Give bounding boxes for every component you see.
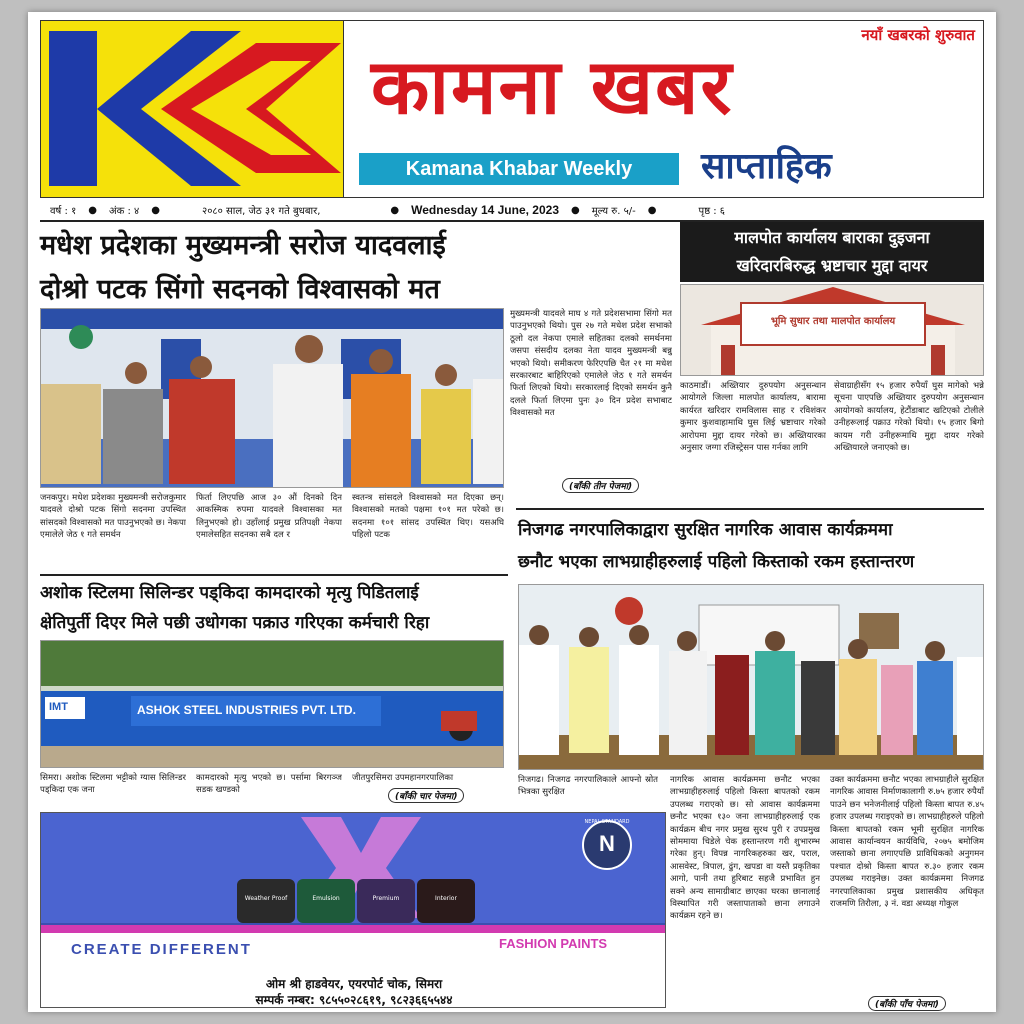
steel-sign-small: IMT [49,701,68,713]
story1-col2: फिर्ता लिएपछि आज ३० औं दिनको दिन आकस्मिक रुपमा यादवले विश्वासका मत लिनुभएको हो। उहाँलाई प्रमुख प्रतिपक्षी नेकपा एमालेसहित सदनका सबै दल र [196,493,342,541]
divider [516,508,984,510]
story1-headline-line1: मधेश प्रदेशका मुख्यमन्त्री सरोज यादवलाई [40,230,446,261]
newspaper-title: कामना खबर [371,42,734,131]
story2-col2: सेवाग्राहीसँग १५ हजार रुपैयाँ घुस मागेको भन्ने सूचना पाएपछि अख्तियार दुरुपयोग अनुसन्धान आयोगको कार्यालय, हेटौंडाबाट खटिएको टोलीले उनीहरूलाई पक्राउ गरेको थियो। १५ हजार बिगो कायम गरी उनीहरूमाथि मुद्दा दायर गरेको अख्तियारले जनाएको छ। [834,381,984,454]
date-english: Wednesday 14 June, 2023 [411,203,559,217]
story4-col1: निजगढ। निजगढ नगरपालिकाले आफ्नो स्रोत भित्रका सुरक्षित [518,775,658,798]
paint-advertisement[interactable] [40,812,666,1008]
date-nepali: २०८० साल, जेठ ३१ गते बुधबार, [202,206,321,217]
story1-col1: जनकपुर। मधेश प्रदेशका मुख्यमन्त्री सरोजकुमार यादवले दोश्रो पटक सिंगो सदनमा उपस्थित सांसदको विश्वासको मत पाउनुभएको छ। नेकपा एमालेले जेठ १ गते समर्थन [40,493,186,541]
newspaper-title-english: Kamana Khabar Weekly [359,153,679,185]
story1-headline-line2: दोश्रो पटक सिंगो सदनको विश्वासको मत [40,274,440,305]
story4-col3: उक्त कार्यक्रममा छनौट भएका लाभग्राहीले सुरक्षित नागरिक आवास निर्माणकालागी रु.७५ हजार रुपैयाँ पाउने छन भनेजनीलाई पहिलो किस्ता बापत रु.४५ हजार उपलब्ध गराइएको छ। लाभग्राहीहरुले पहिलो किस्ता बापतको रकम भूमी सुरक्षित नागरिक आवास कार्यान्वयन कार्यविधि, २०७५ बमोजिम जस्ताको छाना लगाएपछि प्राविधिकको अनुगमन पश्चात दोश्रो किस्ता बापत रु.३० हजार रकम उपलब्ध गराइनेछ। उक्त कार्यक्रममा निजगढ नगरपालिकाका प्रमुख प्रशासकीय अधिकृत राजमणि तिरौला, ३ नं. वडा अध्यक्ष गोकुल [830,775,984,910]
story3-col3: जीतपुरसिमरा उपमहानगरपालिका [352,773,454,783]
story4-headline-line2: छनौट भएका लाभग्राहीहरुलाई पहिलो किस्ताको रकम हस्तान्तरण [518,552,915,572]
tagline: नयाँ खबरको शुरुवात [861,26,975,44]
story4-headline[interactable] [518,514,984,578]
story1-col4: मुख्यमन्त्री यादवले माघ ४ गते प्रदेशसभामा सिंगो मत पाउनुभएको थियो। पुस २७ गते मधेश प्रदेश सभाको ठूलो दल नेकपा एमाले सहितका दलको समर्थनमा जसपा संसदीय दलका नेता यादव मुख्यमन्त्री बन्नु भएको थियो। समीकरण फेरिएपछि चैत २१ मा मधेश सरकारबाट बाहिरिएको एमालेले जेठ १ गते समर्थन फिर्ता लिएको थियो। सरकारलाई दिएको समर्थन कुनै दलले फिर्ता लिएमा पुनः ३० दिन प्रदेश सभाबाट विश्वासको मत [510,309,672,419]
story4-continued: (बाँकी पाँच पेजमा) [868,996,946,1011]
story3-continued: (बाँकी चार पेजमा) [388,788,464,803]
can-label: Emulsion [312,895,340,902]
story1-continued: (बाँकी तीन पेजमा) [562,478,639,493]
story2-headline[interactable] [680,222,984,282]
ad-brand: FASHION PAINTS [499,936,608,951]
story1-photo [40,308,504,488]
office-sign-text: भूमि सुधार तथा मालपोत कार्यालय [770,316,896,327]
dateline: वर्ष : १ ● अंक : ४ ● २०८० साल, जेठ ३१ गते बुधबार, ● Wednesday 14 June, 2023 ● मूल्य रु. ५/- ● पृष्ठ : ६ [40,200,984,222]
ad-contact: सम्पर्क नम्बर: ९८५५०२८६१९, ९८२३६६५५४४ [255,993,453,1007]
price: मूल्य रु. ५/- [591,206,636,217]
story1-col3: स्वतन्त्र सांसदले विश्वासको मत दिएका छन्। विश्वासको मतको पक्षमा १०१ मत परेको छ। सदनमा १०१ सांसद उपस्थित थिए। यसअघि पहिलो पटक [352,493,504,541]
weekly-label: साप्ताहिक [701,146,832,187]
volume: वर्ष : १ [50,206,77,217]
kk-logo [41,21,344,197]
story2-headline-line1: मालपोत कार्यालय बाराका दुइजना [734,228,930,247]
story3-col1: सिमरा। अशोक स्टिलमा भट्टीको ग्यास सिलिन्डर पड्किदा एक जना [40,773,186,796]
ad-shop: ओम श्री हाडवेयर, एयरपोर्ट चोक, सिमरा [265,977,443,991]
story2-col1: काठमाडौं। अख्तियार दुरुपयोग अनुसन्धान आयोगले जिल्ला मालपोत कार्यालय, बारामा कार्यरत खरिदार रामविलास साह र रविशंकर कुमार कुशवाहामाथि घुस लिई भ्रष्टाचार गरेको आरोपमा मुद्दा दायर गरेको छ। अख्तियारका अनुसार जग्गा रजिस्ट्रेसन पास गर्नका लागि [680,381,826,454]
story4-headline-line1: निजगढ नगरपालिकाद्वारा सुरक्षित नागरिक आवास कार्यक्रममा [518,520,893,540]
story1-headline[interactable] [40,224,680,312]
steel-sign-text: ASHOK STEEL INDUSTRIES PVT. LTD. [137,703,356,717]
story3-headline-line2: क्षेतिपुर्ती दिएर मिले पछी उधोगका पक्राउ गरिएका कर्मचारी रिहा [40,613,430,633]
masthead [40,20,984,198]
issue-number: अंक : ४ [109,206,140,217]
story4-photo [518,584,984,770]
page-number: पृष्ठ : ६ [698,206,726,217]
can-label: Premium [372,895,400,902]
story3-headline-line1: अशोक स्टिलमा सिलिन्डर पड्किदा कामदारको मृत्यु पिडितलाई [40,583,419,603]
ad-slogan: CREATE DIFFERENT [71,941,252,958]
certification-badge-ring: NEPAL STANDARD [584,819,630,825]
story2-headline-line2: खरिदारबिरुद्ध भ्रष्टाचार मुद्दा दायर [736,256,928,275]
story4-col2: नागरिक आवास कार्यक्रममा छनौट भएका लाभग्राहीहरुलाई पहिलो किस्ता बापतको रकम उपलब्ध गराएको छ। सो आवास कार्यक्रममा छनौट भएका १३० जना लाभग्राहीहरुलाई एक कार्यक्रम बीच नगर प्रमुख सुरथ पुरी र उपप्रमुख सोममाया चिडेले चेक हस्तान्तरण गरी शुभारम्भ गरेका हुन्। विपन्न नागरिकहरुका खर, पराल, आसवेस्ट, त्रिपाल, ढुंग, खपडा वा यस्तै प्रकृतिका आगो, पानी तथा हुरिबाट सहजै प्रभावित हुन सक्ने अन्य सामाग्रीबाट छाएका घरका छानालाई विस्थापित गरी जस्तापाताको छाना लगाउने कार्यक्रम रहने छ। [670,775,820,922]
can-label: Interior [435,895,457,902]
newspaper-page [28,12,996,1012]
story3-photo [40,640,504,768]
story3-headline[interactable] [40,578,510,638]
divider [40,574,508,576]
story3-col2: कामदारको मृत्यु भएको छ। पर्सामा बिरगञ्ज सडक खण्डको [196,773,342,796]
story2-photo [680,284,984,376]
can-label: Weather Proof [244,895,288,902]
certification-badge: N [599,831,615,856]
